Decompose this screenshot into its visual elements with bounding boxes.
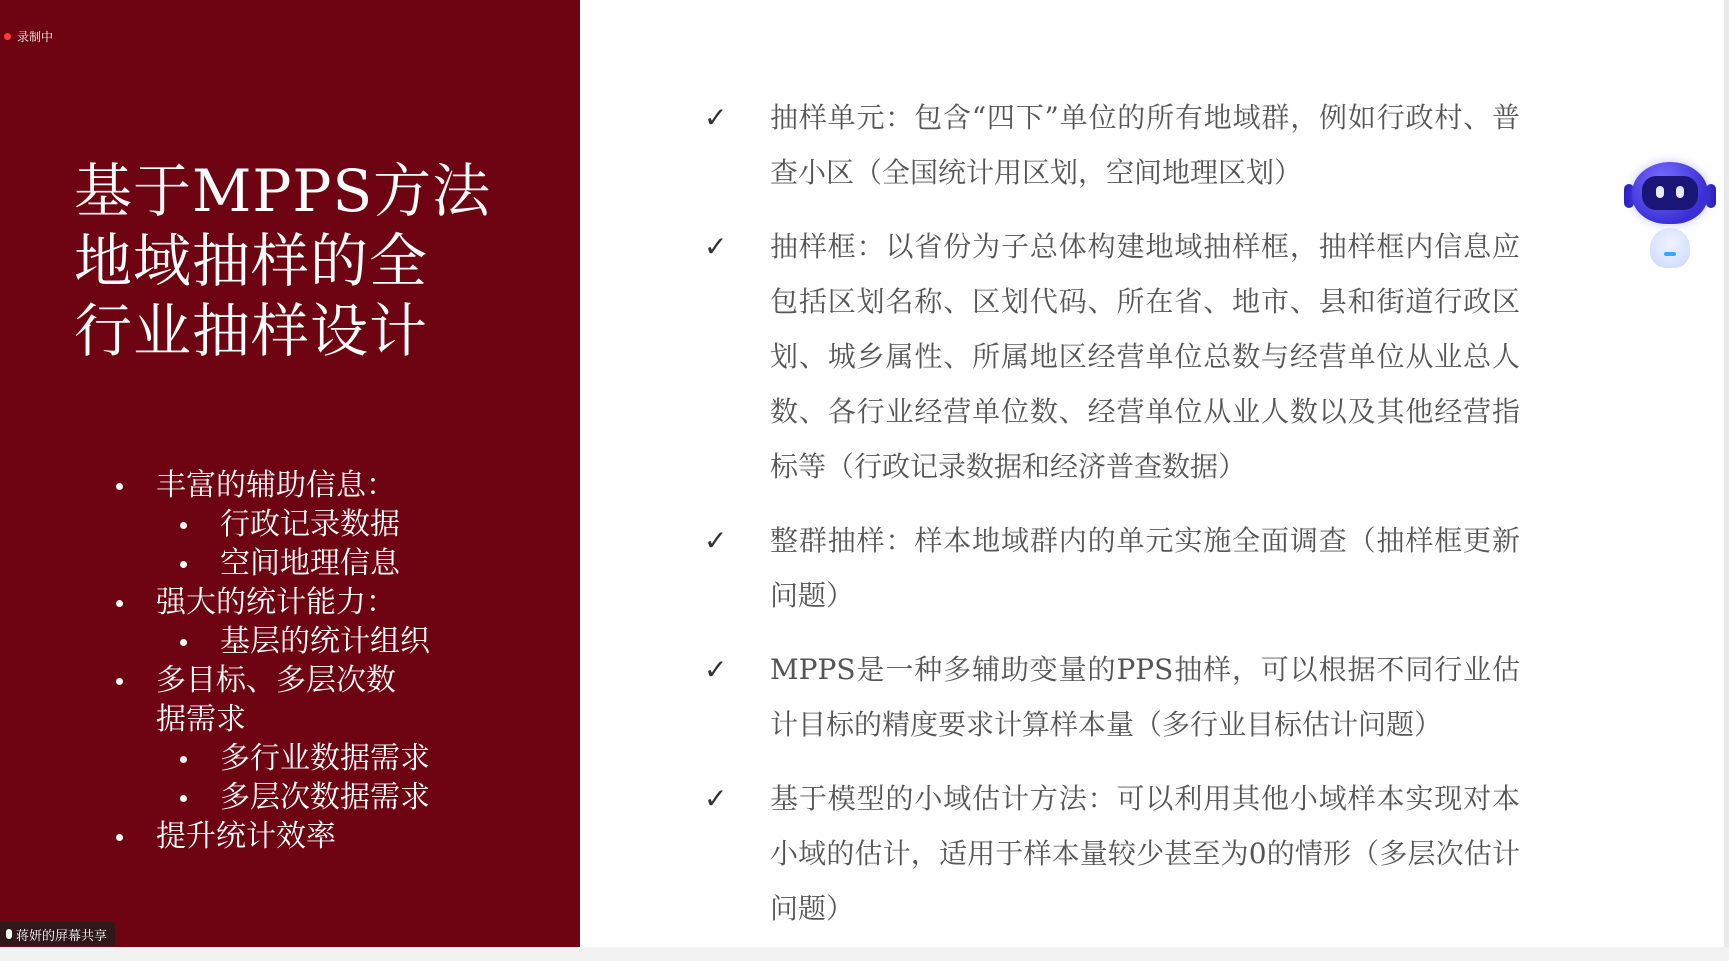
checklist-text: 整群抽样：样本地域群内的单元实施全面调查（抽样框更新问题）: [770, 524, 1520, 612]
microphone-icon: [6, 929, 12, 939]
checklist-item: [700, 642, 1520, 752]
bullet-dot-icon: [180, 639, 187, 646]
bullet-dot-icon: [116, 483, 123, 490]
bullet-item: [104, 817, 534, 856]
bullet-text: 多目标、多层次数据需求: [156, 663, 396, 737]
sub-bullet-item: [104, 505, 534, 544]
bullet-item: [104, 583, 534, 622]
robot-light-icon: [1664, 252, 1676, 256]
bullet-text: 空间地理信息: [220, 546, 400, 581]
bullet-text: 多层次数据需求: [220, 780, 430, 815]
slide-left-panel: [0, 0, 580, 947]
checklist-item: [700, 90, 1520, 200]
bullet-dot-icon: [116, 678, 123, 685]
bullet-item: [104, 661, 416, 739]
screen-share-name: 蒋妍的屏幕共享: [16, 928, 108, 944]
checkmark-icon: ✓: [704, 524, 728, 557]
checklist-item: [700, 771, 1520, 936]
checklist-text: 抽样框：以省份为子总体构建地域抽样框，抽样框内信息应包括区划名称、区划代码、所在省、地市、县和街道行政区划、城乡属性、所属地区经营单位总数与经营单位从业总人数、各行业经营单位数、经营单位从业人数以及其他经营指标等（行政记录数据和经济普查数据）: [770, 230, 1520, 483]
feature-bullet-list: [104, 466, 534, 856]
robot-eye-icon: [1676, 186, 1684, 198]
checklist-text: 抽样单元：包含“四下”单位的所有地域群，例如行政村、普查小区（全国统计用区划，空间地理区划）: [770, 101, 1520, 189]
checklist-item: [700, 513, 1520, 623]
checklist: [700, 90, 1600, 955]
bullet-dot-icon: [180, 561, 187, 568]
bullet-text: 多行业数据需求: [220, 741, 430, 776]
bottom-bar: [0, 947, 1729, 961]
bullet-dot-icon: [116, 600, 123, 607]
sub-bullet-item: [104, 778, 534, 817]
sub-bullet-item: [104, 622, 534, 661]
checkmark-icon: ✓: [704, 101, 728, 134]
bullet-text: 强大的统计能力：: [156, 585, 396, 620]
robot-body-icon: [1650, 228, 1690, 268]
window-edge: [1724, 0, 1729, 947]
recording-label: 录制中: [17, 30, 54, 44]
bullet-text: 提升统计效率: [156, 819, 336, 854]
robot-eye-icon: [1656, 186, 1664, 198]
recording-dot-icon: [4, 33, 11, 40]
checklist-text: MPPS是一种多辅助变量的PPS抽样，可以根据不同行业估计目标的精度要求计算样本量（多行业目标估计问题）: [770, 653, 1520, 741]
bullet-dot-icon: [180, 795, 187, 802]
recording-indicator: [4, 28, 53, 45]
bullet-item: [104, 466, 534, 505]
bullet-text: 基层的统计组织: [220, 624, 430, 659]
checkmark-icon: ✓: [704, 230, 728, 263]
sub-bullet-item: [104, 739, 534, 778]
checkmark-icon: ✓: [704, 653, 728, 686]
bullet-dot-icon: [180, 756, 187, 763]
checklist-text: 基于模型的小域估计方法：可以利用其他小域样本实现对本小域的估计，适用于样本量较少甚至为0的情形（多层次估计问题）: [770, 782, 1520, 925]
slide-title-line: 基于MPPS方法: [74, 157, 492, 225]
slide-title: [74, 156, 514, 366]
robot-face-icon: [1642, 176, 1698, 210]
bullet-dot-icon: [180, 522, 187, 529]
sub-bullet-item: [104, 544, 534, 583]
bullet-text: 丰富的辅助信息：: [156, 468, 396, 503]
checkmark-icon: ✓: [704, 782, 728, 815]
slide-title-line: 行业抽样设计: [74, 297, 429, 365]
bullet-dot-icon: [116, 834, 123, 841]
robot-assistant-icon[interactable]: [1622, 156, 1718, 286]
bullet-text: 行政记录数据: [220, 507, 400, 542]
slide-title-line: 地域抽样的全: [74, 227, 429, 295]
checklist-item: [700, 219, 1520, 494]
screen-share-label: [0, 922, 115, 946]
